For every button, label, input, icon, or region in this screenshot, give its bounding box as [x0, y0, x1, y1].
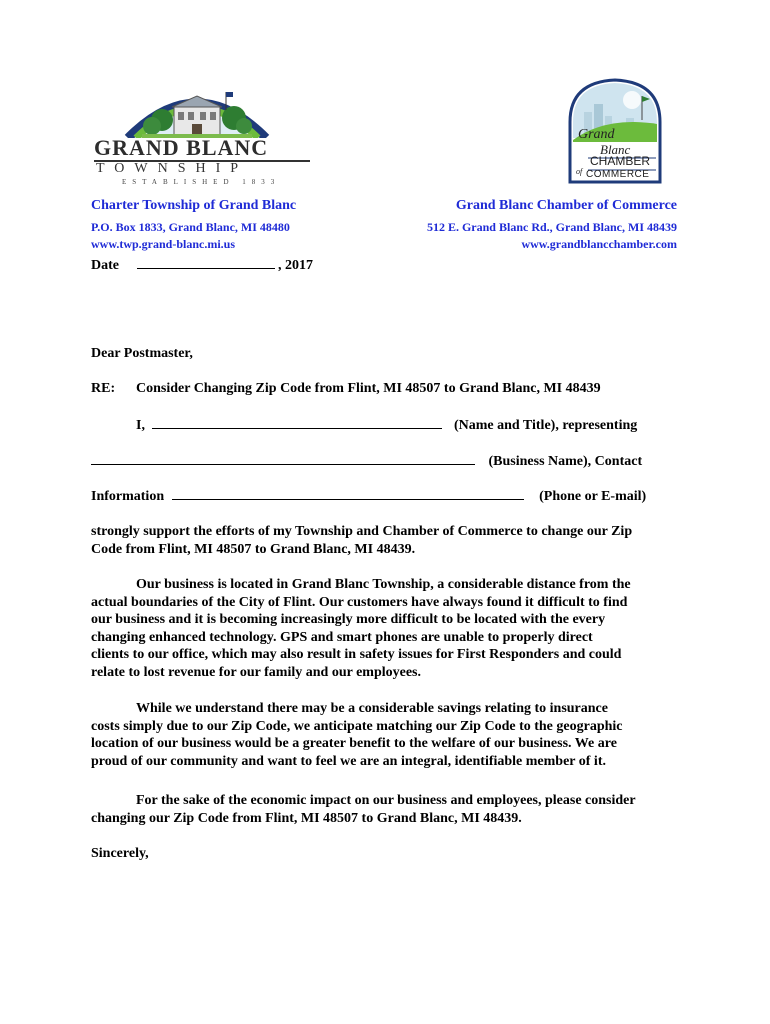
paragraph-line: our business and it is becoming increasingly more difficult to be located with the every	[91, 612, 606, 628]
chamber-logo-grand: Grand	[578, 127, 615, 142]
re-subject: Consider Changing Zip Code from Flint, MI 48507 to Grand Blanc, MI 48439	[136, 381, 601, 396]
phone-email-label: (Phone or E-mail)	[539, 489, 647, 504]
chamber-website-link[interactable]: www.grandblancchamber.com	[521, 237, 677, 251]
paragraph-line: While we understand there may be a considerable savings relating to insurance	[136, 701, 608, 716]
township-website-link[interactable]: www.twp.grand-blanc.mi.us	[91, 237, 236, 251]
fill-line-business	[91, 452, 642, 471]
closing: Sincerely,	[91, 846, 149, 861]
fill-line-name	[136, 416, 637, 435]
paragraph-1	[91, 523, 681, 558]
paragraph-line: Code from Flint, MI 48507 to Grand Blanc, MI 48439.	[91, 541, 416, 557]
paragraph-line: proud of our community and want to feel we are an integral, identifiable member of it.	[91, 753, 606, 769]
name-title-label: (Name and Title), representing	[453, 418, 638, 433]
date-field[interactable]	[137, 256, 275, 269]
information-label: Information	[91, 489, 165, 504]
paragraph-line: clients to our office, which may also result in safety issues for First Responders and could	[91, 647, 622, 663]
chamber-address: 512 E. Grand Blanc Rd., Grand Blanc, MI 48439	[426, 220, 677, 234]
township-subtitle: TOWNSHIP	[96, 161, 249, 176]
chamber-logo-blanc: Blanc	[600, 142, 631, 157]
paragraph-line: costs simply due to our Zip Code, we anticipate matching our Zip Code to the geographic	[91, 718, 623, 734]
township-hall-emblem-icon	[122, 80, 272, 138]
salutation: Dear Postmaster,	[91, 346, 193, 361]
township-name: Charter Township of Grand Blanc	[91, 198, 297, 213]
re-label: RE:	[91, 381, 116, 396]
township-established: ESTABLISHED 1833	[122, 178, 281, 186]
chamber-logo-chamber: CHAMBER	[590, 154, 651, 168]
paragraph-line: strongly support the efforts of my Township and Chamber of Commerce to change our Zip	[91, 524, 633, 539]
paragraph-line: For the sake of the economic impact on our business and employees, please consider	[136, 793, 636, 808]
paragraph-4	[91, 792, 681, 827]
township-po-box: P.O. Box 1833, Grand Blanc, MI 48480	[91, 220, 290, 234]
township-wordmark: GRAND BLANC	[94, 135, 269, 160]
paragraph-line: relate to lost revenue for our family and our employees.	[91, 664, 421, 680]
chamber-logo-of: of	[576, 167, 583, 176]
phone-email-field[interactable]	[172, 487, 524, 500]
chamber-logo-commerce: COMMERCE	[586, 169, 650, 180]
paragraph-line: Our business is located in Grand Blanc Township, a considerable distance from the	[136, 577, 631, 592]
paragraph-2	[91, 576, 681, 682]
name-title-field[interactable]	[152, 416, 442, 429]
fill-line-contact	[91, 487, 646, 506]
fill-i-label: I,	[136, 418, 145, 433]
paragraph-3	[91, 700, 681, 770]
business-name-label: (Business Name), Contact	[488, 454, 643, 469]
business-name-field[interactable]	[91, 452, 475, 465]
paragraph-line: location of our business would be a greater benefit to the welfare of our business. We are	[91, 736, 617, 752]
date-line	[91, 256, 313, 275]
date-year: , 2017	[278, 258, 313, 273]
chamber-name: Grand Blanc Chamber of Commerce	[455, 198, 677, 213]
date-label: Date	[91, 258, 119, 273]
paragraph-line: changing our Zip Code from Flint, MI 48507 to Grand Blanc, MI 48439.	[91, 810, 522, 826]
paragraph-line: changing enhanced technology. GPS and smart phones are unable to properly direct	[91, 629, 593, 645]
paragraph-line: actual boundaries of the City of Flint. Our customers have always found it difficult to find	[91, 594, 628, 610]
